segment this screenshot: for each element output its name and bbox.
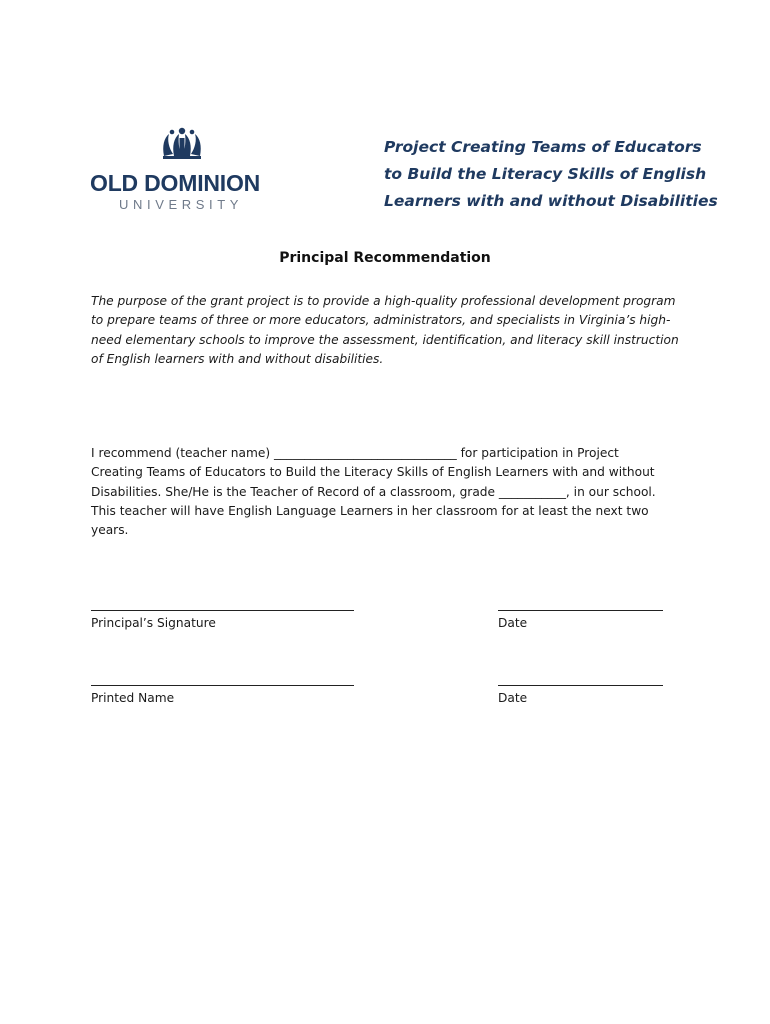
recommendation-line: years.: [91, 523, 129, 538]
purpose-line: The purpose of the grant project is to provide a high-quality professional development program: [91, 294, 676, 308]
university-name: OLD DOMINION: [90, 170, 261, 196]
printed-name-label: Printed Name: [91, 691, 175, 705]
date-label-1: Date: [498, 616, 528, 630]
crown-icon: [160, 126, 204, 160]
recommendation-paragraph: [91, 444, 691, 540]
project-title: [384, 134, 718, 215]
printed-name-line[interactable]: [91, 685, 354, 686]
recommendation-line: Creating Teams of Educators to Build the Literacy Skills of English Learners with and without: [91, 465, 655, 480]
university-logo: [88, 126, 288, 216]
university-subtitle: UNIVERSITY: [119, 197, 244, 212]
date-line-2[interactable]: [498, 685, 663, 686]
document-title: Principal Recommendation: [279, 250, 491, 266]
purpose-line: need elementary schools to improve the assessment, identification, and literacy skill instruction: [91, 332, 679, 347]
recommendation-line: Disabilities. She/He is the Teacher of Record of a classroom, grade ___________, in our school.: [91, 484, 656, 499]
recommendation-line: I recommend (teacher name) ______________________________ for participation in Project: [91, 446, 619, 460]
project-title-line: Project Creating Teams of Educators: [384, 138, 702, 156]
date-line-1[interactable]: [498, 610, 663, 611]
principal-signature-label: Principal’s Signature: [91, 616, 216, 630]
principal-signature-line[interactable]: [91, 610, 354, 611]
project-title-line: Learners with and without Disabilities: [384, 192, 718, 210]
purpose-paragraph: [91, 292, 691, 369]
purpose-line: to prepare teams of three or more educators, administrators, and specialists in Virginia’s high-: [91, 313, 671, 328]
recommendation-line: This teacher will have English Language Learners in her classroom for at least the next two: [91, 503, 649, 518]
date-label-2: Date: [498, 691, 528, 705]
project-title-line: to Build the Literacy Skills of English: [384, 165, 707, 183]
purpose-line: of English learners with and without disabilities.: [91, 351, 384, 366]
